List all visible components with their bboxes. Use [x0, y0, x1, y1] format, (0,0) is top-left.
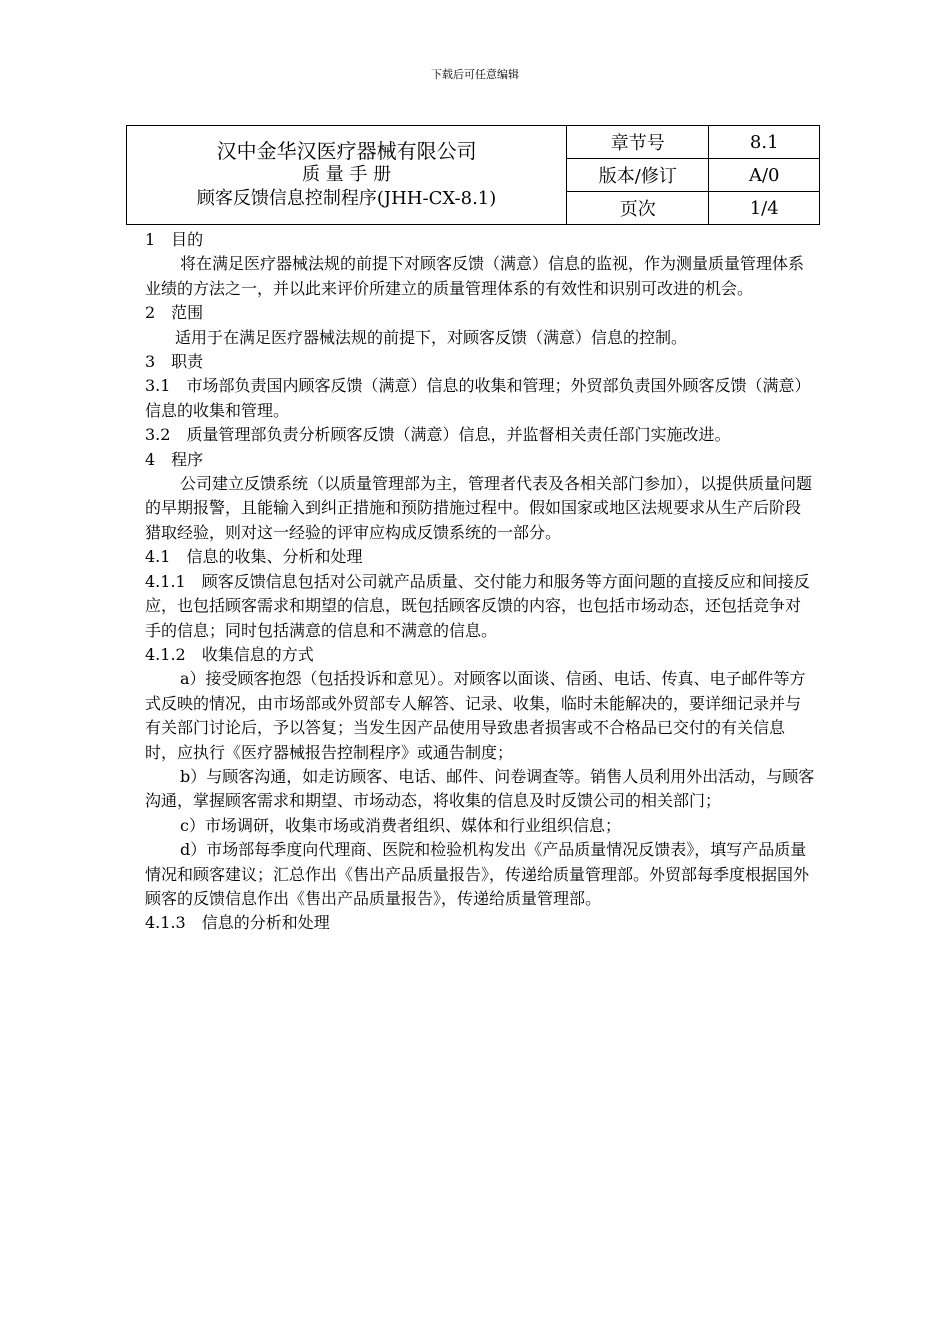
document-header-table	[126, 125, 820, 225]
list-item: c）市场调研，收集市场或消费者组织、媒体和行业组织信息；	[180, 815, 621, 835]
paragraph: 3.2 质量管理部负责分析顾客反馈（满意）信息，并监督相关责任部门实施改进。	[145, 425, 731, 445]
section-heading: 2 范围	[145, 303, 204, 323]
section-heading: 1 目的	[145, 230, 204, 249]
subsection-heading: 4.1.3 信息的分析和处理	[145, 913, 330, 933]
subsection-heading: 4.1 信息的收集、分析和处理	[145, 547, 363, 567]
chapter-value: 8.1	[709, 126, 820, 159]
list-item: d）市场部每季度向代理商、医院和检验机构发出《产品质量情况反馈表》，填写产品质量情况和顾客建议；汇总作出《售出产品质量报告》，传递给质量管理部。外贸部每季度根据国外顾客的反馈信息作出《售出产品质量报告》，传递给质量管理部。	[145, 840, 810, 908]
version-label: 版本/修订	[567, 159, 709, 192]
version-value: A/0	[709, 159, 820, 192]
page-value: 1/4	[709, 192, 820, 225]
section-heading: 4 程序	[145, 449, 204, 469]
paragraph: 公司建立反馈系统（以质量管理部为主，管理者代表及各相关部门参加），以提供质量问题的早期报警，且能输入到纠正措施和预防措施过程中。假如国家或地区法规要求从生产后阶段猎取经验，则对这一经验的评审应构成反馈系统的一部分。	[145, 474, 813, 542]
paragraph: 适用于在满足医疗器械法规的前提下，对顾客反馈（满意）信息的控制。	[175, 327, 688, 347]
document-body	[145, 228, 815, 936]
paragraph: 将在满足医疗器械法规的前提下对顾客反馈（满意）信息的监视，作为测量质量管理体系业绩的方法之一，并以此来评价所建立的质量管理体系的有效性和识别可改进的机会。	[145, 254, 805, 298]
list-item: a）接受顾客抱怨（包括投诉和意见）。对顾客以面谈、信函、电话、传真、电子邮件等方式反映的情况，由市场部或外贸部专人解答、记录、收集，临时未能解决的，要详细记录并与有关部门讨论后，予以答复；当发生因产品使用导致患者损害或不合格品已交付的有关信息时，应执行《医疗器械报告控制程序》或通告制度；	[145, 669, 806, 762]
company-name: 汉中金华汉医疗器械有限公司	[216, 139, 477, 163]
page-label: 页次	[567, 192, 709, 225]
paragraph: 4.1.1 顾客反馈信息包括对公司就产品质量、交付能力和服务等方面问题的直接反应和间接反应，也包括顾客需求和期望的信息，既包括顾客反馈的内容，也包括市场动态，还包括竞争对手的信息；同时包括满意的信息和不满意的信息。	[145, 571, 810, 640]
manual-title: 质 量 手 册	[301, 164, 392, 185]
procedure-title: 顾客反馈信息控制程序(JHH-CX-8.1)	[196, 188, 497, 209]
paragraph: 3.1 市场部负责国内顾客反馈（满意）信息的收集和管理；外贸部负责国外顾客反馈（满意）信息的收集和管理。	[145, 376, 811, 420]
header-title-cell	[127, 126, 567, 225]
subsection-heading: 4.1.2 收集信息的方式	[145, 644, 314, 664]
list-item: b）与顾客沟通，如走访顾客、电话、邮件、问卷调查等。销售人员利用外出活动，与顾客沟通，掌握顾客需求和期望、市场动态，将收集的信息及时反馈公司的相关部门；	[145, 766, 815, 811]
section-heading: 3 职责	[145, 352, 204, 372]
chapter-label: 章节号	[567, 126, 709, 159]
page-top-note: 下载后可任意编辑	[431, 68, 519, 81]
